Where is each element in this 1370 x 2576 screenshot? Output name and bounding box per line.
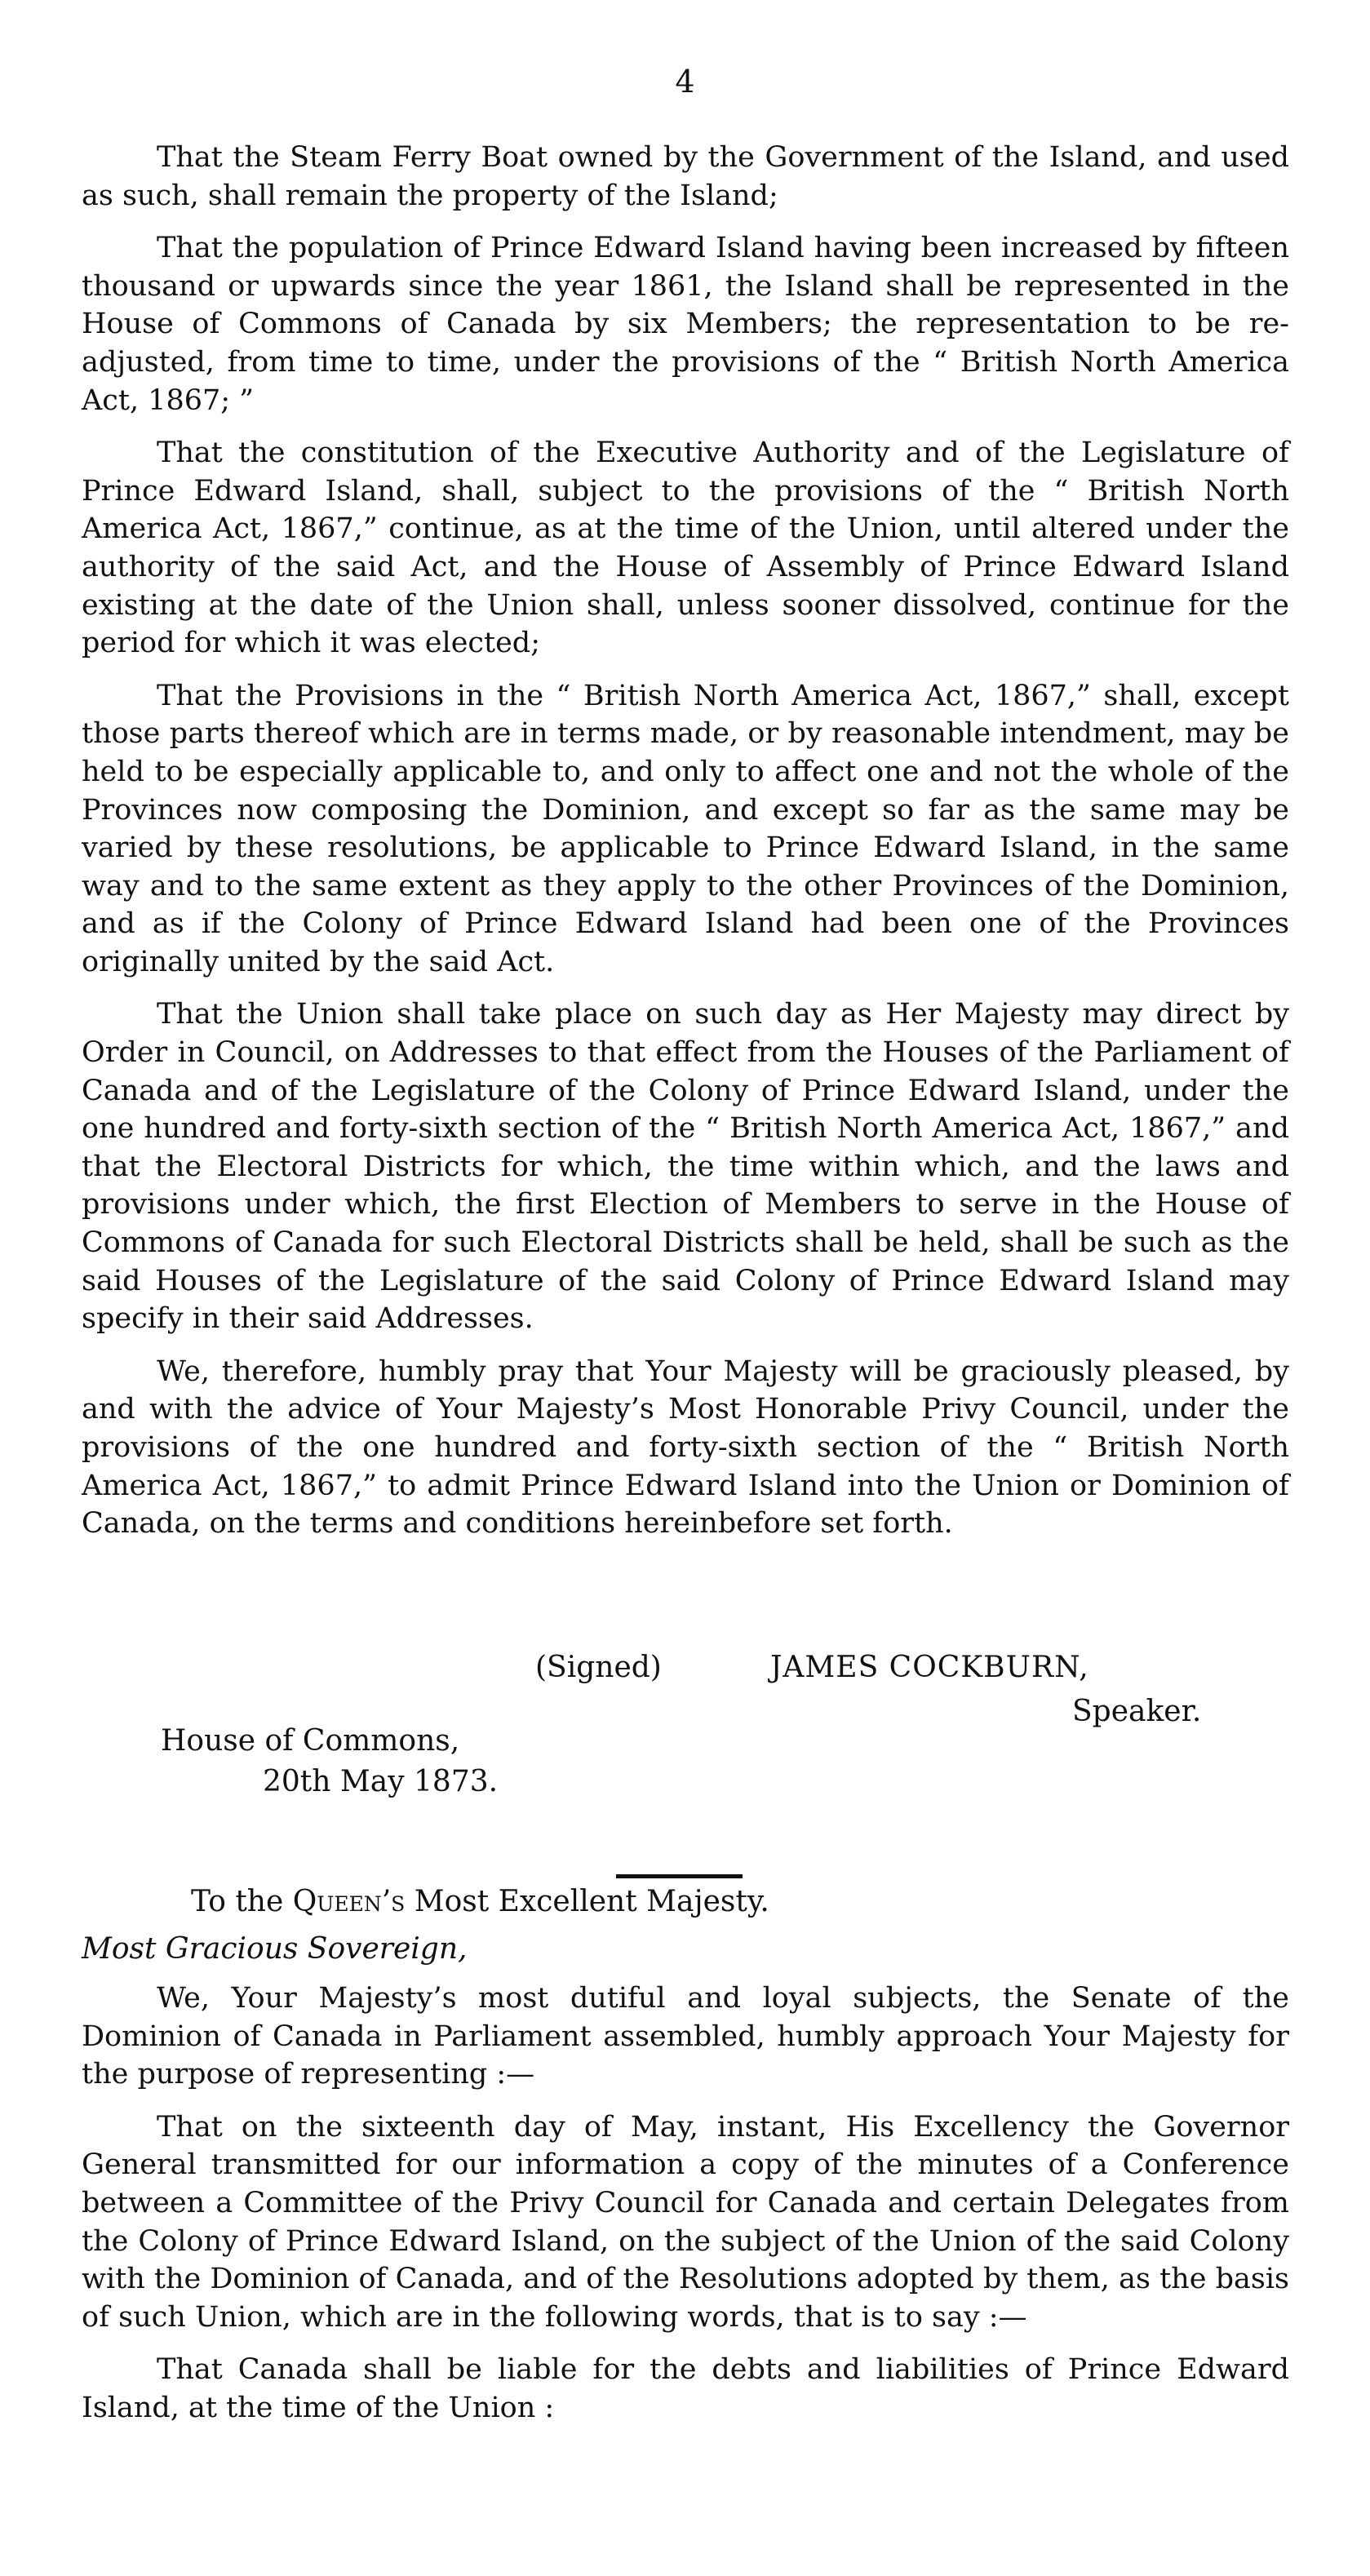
address-majesty: Most Excellent Majesty. [414,1885,769,1918]
address-to: To the [191,1885,284,1918]
house-label: House of Commons, [161,1724,460,1758]
paragraph-constitution: That the constitution of the Executive Authority and of the Legislature of Prince Edward Island, shall, subject to the provisions of the “ British North America Act, 1867,” continue, as at the time of the Union, until altered under the authority of the said Act, and the House of Assembly of Prince Edward Island existing at the date of the Union shall, unless sooner dissolved, continue for the period for which it was elected; [82,437,1289,660]
address-heading [191,1885,769,1918]
paragraph-conference: That on the sixteenth day of May, instant, His Excellency the Governor General transmitted for our information a copy of the minutes of a Conference between a Committee of the Privy Council for Canada and certain Delegates from the Colony of Prince Edward Island, on the subject of the Union of the said Colony with the Dominion of Canada, and of the Resolutions adopted by them, as the basis of such Union, which are in the following words, that is to say :— [82,2110,1289,2334]
paragraph-representation: That the population of Prince Edward Island having been increased by fifteen thousand or upwards since the year 1861, the Island shall be represented in the House of Commons of Canada by six Members; the representation to be re-adjusted, from time to time, under the provisions of the “ British North America Act, 1867; ” [82,232,1289,417]
resolutions-block [82,139,1289,1558]
paragraph-debts: That Canada shall be liable for the debts and liabilities of Prince Edward Island, at the time of the Union : [82,2353,1289,2424]
salutation [82,1932,467,1966]
salutation-text: Most Gracious Sovereign, [82,1932,468,1966]
senate-address-block [82,1980,1289,2442]
paragraph-provisions: That the Provisions in the “ British North America Act, 1867,” shall, except those parts thereof which are in terms made, or by reasonable intendment, may be held to be especially applicable to, and only to affect one and not the whole of the Provinces now composing the Dominion, and except so far as the same may be varied by these resolutions, be applicable to Prince Edward Island, in the same way and to the same extent as they apply to the other Provinces of the Dominion, and as if the Colony of Prince Edward Island had been one of the Provinces originally united by the said Act. [82,679,1289,978]
page-number: 4 [675,64,695,100]
address-queen: Queen’s [292,1885,406,1918]
paragraph-union-date: That the Union shall take place on such day as Her Majesty may direct by Order in Council, on Addresses to that effect from the Houses of the Parliament of Canada and of the Legislature of the Colony of Prince Edward Island, under the one hundred and forty-sixth section of the “ British North America Act, 1867,” and that the Electoral Districts for which, the time within which, and the laws and provisions under which, the first Election of Members to serve in the House of Commons of Canada for such Electoral Districts shall be held, shall be such as the said Houses of the Legislature of the said Colony of Prince Edward Island may specify in their said Addresses. [82,998,1289,1336]
signatory-title: Speaker. [1072,1695,1202,1728]
section-divider [616,1874,743,1878]
date-label: 20th May 1873. [263,1765,499,1798]
signed-label: (Signed) [535,1651,662,1684]
paragraph-prayer: We, therefore, humbly pray that Your Majesty will be graciously pleased, by and with the advice of Your Majesty’s Most Honorable Privy Council, under the provisions of the one hundred and forty-sixth section of the “ British North America Act, 1867,” to admit Prince Edward Island into the Union or Dominion of Canada, on the terms and conditions hereinbefore set forth. [82,1355,1289,1541]
paragraph-senate-intro: We, Your Majesty’s most dutiful and loyal subjects, the Senate of the Dominion of Canada in Parliament assembled, humbly approach Your Majesty for the purpose of representing :— [82,1982,1289,2091]
signatory-name: JAMES COCKBURN, [770,1651,1089,1684]
paragraph-ferry-boat: That the Steam Ferry Boat owned by the Government of the Island, and used as such, shall remain the property of the Island; [82,141,1289,212]
